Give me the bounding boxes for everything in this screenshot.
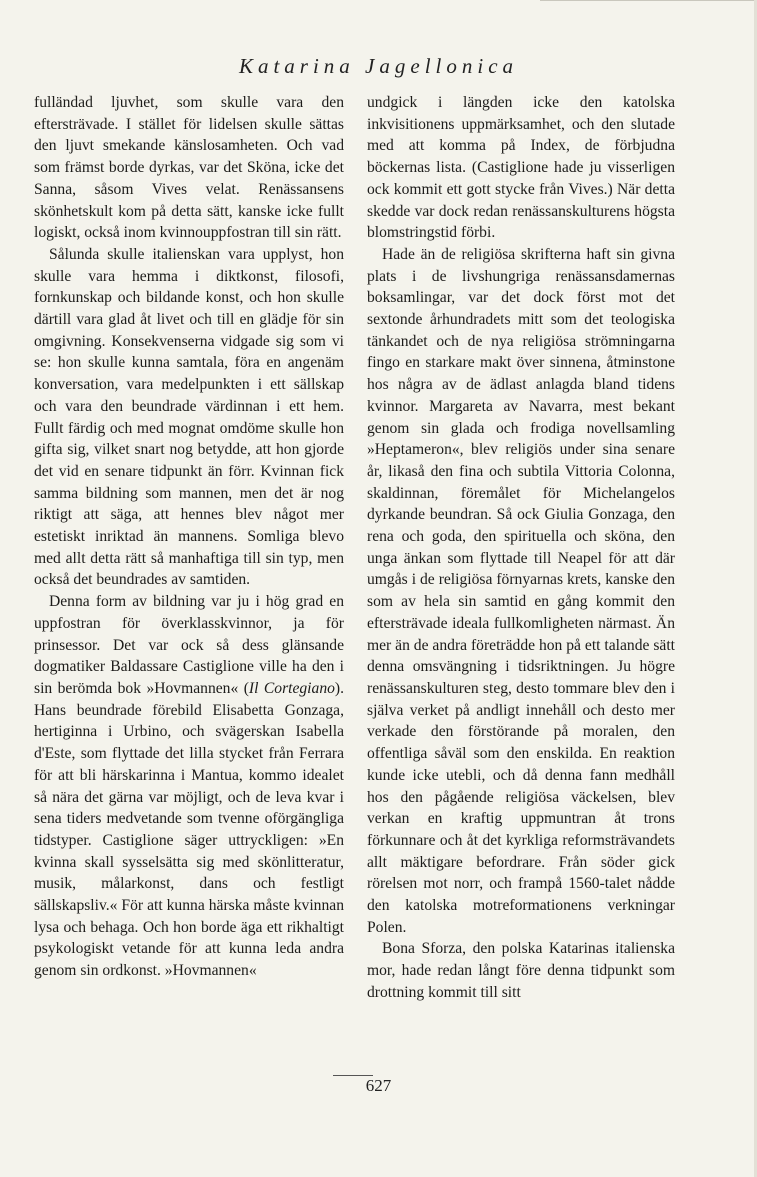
paragraph: Bona Sforza, den polska Katarinas italienska mor, hade redan långt före denna tidpunkt som drottning kommit till sitt bbox=[367, 940, 675, 1001]
running-head: Katarina Jagellonica bbox=[238, 54, 519, 78]
paragraph: Sålunda skulle italienskan vara upplyst, hon skulle vara hemma i diktkonst, filosofi, fornkunskap och bildande konst, och hon skulle därtill vara glad åt livet och till en glädje för sin omgivning. Konsekvenserna vidgade sig som vi se: hon skulle kunna samtala, föra en angenäm konversation, vara medelpunkten i ett sällskap och vara den beundrade värdinnan i ett hem. Fullt färdig och med mognat omdöme skulle hon gifta sig, vilket snart nog betydde, att hon gjorde det vid en senare tidpunkt än förr. Kvinnan fick samma bildning som mannen, men det är nog riktigt att säga, att hennes blev något mer estetiskt inriktad än mannens. Somliga blevo med allt detta rätt så manhaftiga till sin typ, men också det beundrades av samtiden. bbox=[34, 245, 344, 589]
page-number: 627 bbox=[365, 1076, 392, 1095]
paragraph-text: ). Hans beundrade förebild Elisabetta Gonzaga, hertiginna i Urbino, och svägerskan Isabella d'Este, som flyttade det lilla stycket från Ferrara för att bli härskarinna i Mantua, kommo idealet så nära det gärna var möjligt, och de leva kvar i sena tiders medvetande som tvenne oförgängliga tidstyper. Castiglione säger uttryckligen: »En kvinna skall sysselsätta sig med skönlitteratur, musik, målarkonst, dans och festligt sällskapsliv.« För att kunna härska måste kvinnan lysa och behaga. Och hon borde äga ett rikhaltigt psykologiskt vetande för att kunna leda andra genom sin ordkonst. »Hovmannen« bbox=[34, 679, 345, 980]
left-column bbox=[34, 92, 344, 982]
paragraph: fulländad ljuvhet, som skulle vara den eftersträvade. I stället för lidelsen skulle sättas den ljuvt smekande känslosamheten. Och vad som främst borde dyrkas, var det Sköna, icke det Sanna, såsom Vives velat. Renässansens skönhetskult kom på detta sätt, kanske icke fullt logiskt, också inom kvinnouppfostran till sin rätt. bbox=[34, 94, 344, 242]
paragraph bbox=[34, 591, 344, 982]
paragraph-text: Denna form av bildning var ju i hög grad en uppfostran för överklasskvinnor, ja för prinsessor. Det var ock så dess glänsande dogmatiker Baldassare Castiglione ville ha den i sin berömda bok »Hovmannen« ( bbox=[34, 593, 344, 697]
right-column bbox=[367, 92, 675, 1004]
paragraph: Hade än de religiösa skrifterna haft sin givna plats i de livshungriga renässansdamernas boksamlingar, var det dock först mot det sextonde århundradets mitt som det teologiska tänkandet och de nya religiösa strömningarna fingo en starkare makt över sinnena, åtminstone hos några av de ädlast anlagda bland tidens kvinnor. Margareta av Navarra, mest bekant genom sin glada och frodiga novellsamling »Heptameron«, blev religiös under sina senare år, likaså den fina och subtila Vittoria Colonna, skaldinnan, föremålet för Michelangelos dyrkande beundran. Så ock Giulia Gonzaga, den rena och goda, den spirituella och sköna, den unga änkan som flyttade till Neapel för att där umgås i de religiösa förnyarnas krets, kanske den som av hela sin samtid en gång kommit den eftersträvade ideala fullkomligheten närmast. Än mer än de andra företrädde hon på ett talande sätt denna omsvängning i tidsriktningen. Ju högre renässanskulturen steg, desto tommare blev den i själva verket på andligt innehåll och desto mer verkade den förstörande på moralen, den offentliga såväl som den enskilda. En reaktion kunde icke utebli, och då denna fann medhåll hos den pågående religiösa väckelsen, blev verkan en kraftig uppmuntran åt trons förkunnare och åt det kyrkliga reformsträvandets allt mäktigare befordrare. Från söder gick rörelsen mot norr, och frampå 1560-talet nådde den katolska motreformationens verkningar Polen. bbox=[367, 245, 675, 936]
paragraph: undgick i längden icke den katolska inkvisitionens uppmärksamhet, och den slutade med att komma på Index, de förbjudna böckernas lista. (Castiglione hade ju visserligen ock kommit ett gott stycke från Vives.) När detta skedde var dock redan renässanskulturens högsta blomstringstid förbi. bbox=[367, 94, 675, 242]
book-title-italic: Il Cortegiano bbox=[248, 679, 335, 697]
top-edge-rule bbox=[540, 0, 757, 1]
